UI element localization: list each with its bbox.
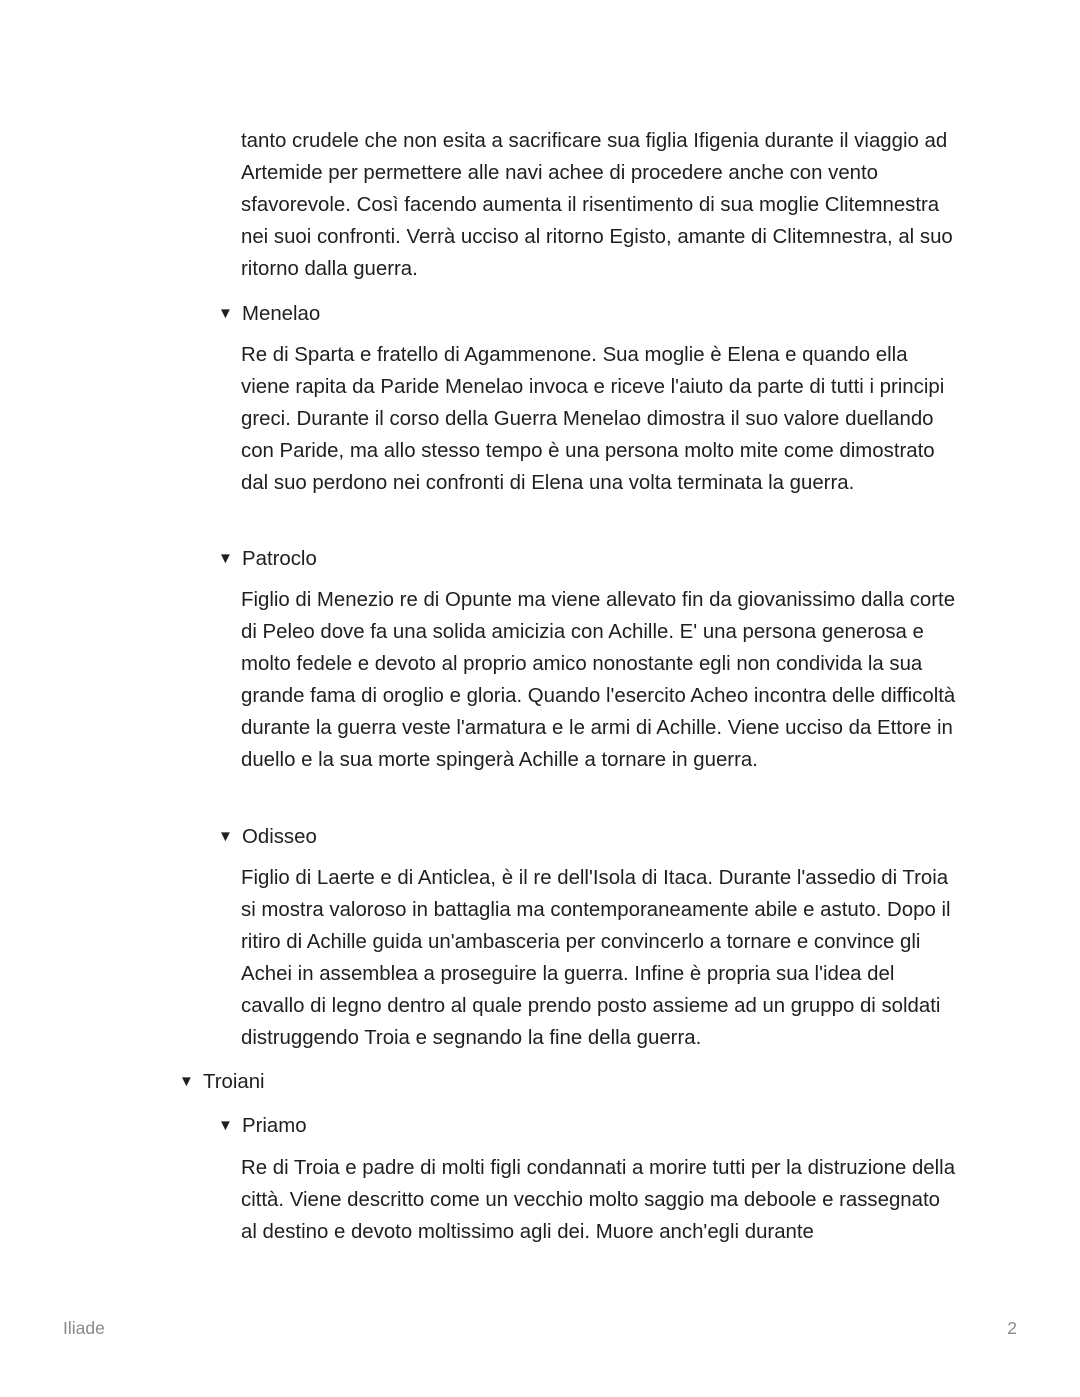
toggle-label-troiani: Troiani: [203, 1071, 265, 1093]
toggle-label-menelao: Menelao: [242, 303, 321, 325]
toggle-label-patroclo: Patroclo: [242, 548, 317, 570]
toggle-triangle-icon: ▼: [179, 1073, 194, 1090]
toggle-troiani[interactable]: [179, 1069, 265, 1095]
toggle-triangle-icon: ▼: [218, 828, 233, 845]
menelao-description: Re di Sparta e fratello di Agammenone. Sua moglie è Elena e quando ella viene rapita da Paride Menelao invoca e riceve l'aiuto da parte di tutti i principi greci. Durante il corso della Guerra Menelao dimostra il suo valore duellando con Paride, ma allo stesso tempo è una persona molto mite come dimostrato dal suo perdono nei confronti di Elena una volta terminata la guerra.: [241, 344, 945, 494]
toggle-patroclo[interactable]: [218, 546, 317, 572]
toggle-triangle-icon: ▼: [218, 305, 233, 322]
odisseo-description: Figlio di Laerte e di Anticlea, è il re dell'Isola di Itaca. Durante l'assedio di Troia si mostra valoroso in battaglia ma contemporaneamente abile e astuto. Dopo il ritiro di Achille guida un'ambasceria per convincerlo a tornare e convince gli Achei in assemblea a proseguire la guerra. Infine è propria sua l'idea del cavallo di legno dentro al quale prendo posto assieme ad un gruppo di soldati distruggendo Troia e segnando la fine della guerra.: [241, 867, 951, 1049]
toggle-label-priamo: Priamo: [242, 1115, 307, 1137]
agamennone-description: tanto crudele che non esita a sacrificare sua figlia Ifigenia durante il viaggio ad Artemide per permettere alle navi achee di procedere anche con vento sfavorevole. Così facendo aumenta il risentimento di sua moglie Clitemnestra nei suoi confronti. Verrà ucciso al ritorno Egisto, amante di Clitemnestra, al suo ritorno dalla guerra.: [241, 130, 953, 280]
toggle-menelao[interactable]: [218, 301, 320, 327]
toggle-label-odisseo: Odisseo: [242, 826, 317, 848]
patroclo-description: Figlio di Menezio re di Opunte ma viene allevato fin da giovanissimo dalla corte di Peleo dove fa una solida amicizia con Achille. E' una persona generosa e molto fedele e devoto al proprio amico nonostante egli non condivida la sua grande fama di oroglio e gloria. Quando l'esercito Acheo incontra delle difficoltà durante la guerra veste l'armatura e le armi di Achille. Viene ucciso da Ettore in duello e la sua morte spingerà Achille a tornare in guerra.: [241, 589, 956, 771]
toggle-triangle-icon: ▼: [218, 1117, 233, 1134]
toggle-priamo[interactable]: [218, 1113, 307, 1139]
toggle-triangle-icon: ▼: [218, 550, 233, 567]
priamo-description: Re di Troia e padre di molti figli condannati a morire tutti per la distruzione della città. Viene descritto come un vecchio molto saggio ma deboole e rassegnato al destino e devoto moltissimo agli dei. Muore anch'egli durante: [241, 1157, 956, 1243]
footer-page-number: 2: [1007, 1318, 1017, 1338]
footer-document-title: Iliade: [63, 1318, 105, 1338]
toggle-odisseo[interactable]: [218, 824, 317, 850]
